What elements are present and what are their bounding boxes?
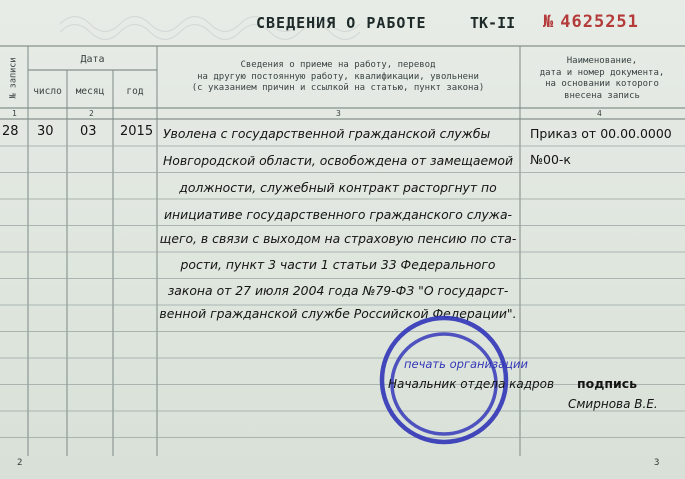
page-number-right: 3 xyxy=(654,458,660,468)
page-number-left: 2 xyxy=(17,458,23,468)
number-sign: № xyxy=(543,12,555,32)
entry-text-line: Уволена с государственной гражданской службы xyxy=(163,126,491,141)
form-number-value: 4625251 xyxy=(560,12,639,32)
entry-year: 2015 xyxy=(120,124,154,139)
entry-day: 30 xyxy=(37,124,54,139)
year-header: год xyxy=(126,86,144,97)
order-number: №00-к xyxy=(530,152,571,167)
column-number-4: 4 xyxy=(597,109,602,118)
entry-text-line: инициативе государственного гражданского служа- xyxy=(163,207,513,222)
column-number-1: 1 xyxy=(12,109,17,118)
day-header: число xyxy=(33,86,62,97)
document-header: Наименование, дата и номер документа, на основании которого внесена запись xyxy=(539,56,665,101)
signer-title: Начальник отдела кадров xyxy=(388,377,555,391)
entry-month: 03 xyxy=(80,124,97,139)
stamp-text: печать организации xyxy=(404,357,528,371)
entry-text-line: Новгородской области, освобождена от замещаемой xyxy=(162,153,514,168)
entry-record-number: 28 xyxy=(2,124,19,139)
order-line: Приказ от 00.00.0000 xyxy=(530,126,672,141)
record-number-header: № записи xyxy=(8,57,19,99)
entry-text-line: должности, служебный контракт расторгнут по xyxy=(179,180,497,195)
entry-text-line: закона от 27 июля 2004 года №79-ФЗ "О государст- xyxy=(167,283,509,298)
date-header: Дата xyxy=(80,54,105,65)
entry-text-line: венной гражданской службе Российской Федерации". xyxy=(159,306,517,321)
form-series: ТК-II xyxy=(470,14,516,32)
column-number-2: 2 xyxy=(89,109,94,118)
info-header: Сведения о приеме на работу, перевод на другую постоянную работу, квалификации, увольнени (с указанием причин и ссылкой на статью, пункт закона) xyxy=(191,60,485,93)
signature: подпись xyxy=(577,376,638,391)
section-title: СВЕДЕНИЯ О РАБОТЕ xyxy=(256,14,427,32)
entry-text-line: щего, в связи с выходом на страховую пенсию по ста- xyxy=(159,231,517,246)
entry-text-line: рости, пункт 3 части 1 статьи 33 Федерального xyxy=(180,257,496,272)
signer-name: Смирнова В.Е. xyxy=(568,397,658,411)
month-header: месяц xyxy=(75,86,105,97)
column-number-3: 3 xyxy=(336,109,341,118)
